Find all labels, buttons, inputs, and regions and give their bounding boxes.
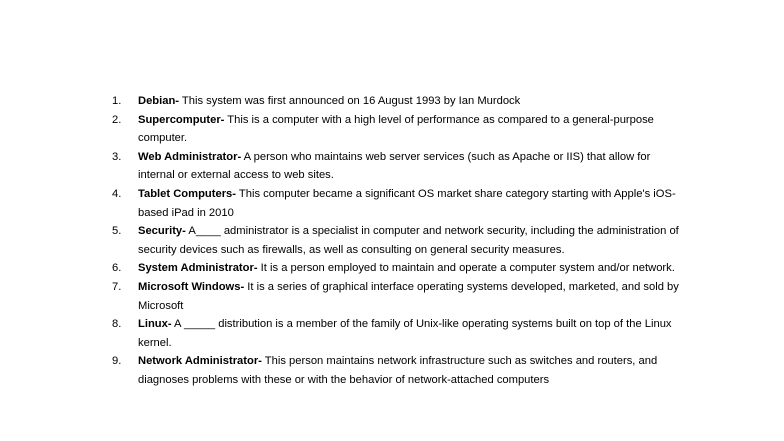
item-number: 3. [112,150,122,163]
definition-list [112,92,682,390]
item-number: 1. [112,95,122,107]
list-item [112,92,682,111]
item-term: Tablet Computers- [138,187,236,200]
item-definition: This system was first announced on 16 August 1993 by Ian Murdock [179,95,521,107]
list-item [112,278,682,315]
item-definition: This is a computer with a high level of performance as compared to a general-purpose computer. [138,113,654,145]
item-definition: This computer became a significant OS market share category starting with Apple's iOS-based iPad in 2010 [138,187,676,219]
list-item [112,315,682,352]
list-item [112,185,682,222]
item-definition: This person maintains network infrastructure such as switches and routers, and diagnoses problems with these or with the behavior of network-attached computers [138,355,658,386]
item-number: 8. [112,318,122,331]
list-item [112,111,682,148]
item-definition: It is a person employed to maintain and operate a computer system and/or network. [257,262,675,275]
item-definition: It is a series of graphical interface operating systems developed, marketed, and sold by Microsoft [138,280,679,312]
list-item [112,148,682,185]
item-term: Security- [138,225,186,238]
item-definition: A person who maintains web server services (such as Apache or IIS) that allow for internal or external access to web sites. [138,150,651,182]
item-number: 7. [112,280,122,293]
item-number: 4. [112,187,122,200]
item-term: Linux- [138,318,172,331]
item-number: 2. [112,113,122,126]
item-number: 6. [112,262,122,275]
item-term: Debian- [138,95,180,107]
item-definition: A _____ distribution is a member of the family of Unix-like operating systems built on top of the Linux kernel. [138,318,672,349]
item-term: Microsoft Windows- [138,280,245,293]
item-term: Network Administrator- [138,355,262,368]
list-item [112,352,682,389]
list-item [112,259,682,278]
list-item [112,222,682,259]
item-number: 9. [112,355,122,368]
item-term: Supercomputer- [138,113,225,126]
item-definition: A____ administrator is a specialist in computer and network security, including the administration of security devices such as firewalls, as well as consulting on general security measures. [138,225,679,256]
item-term: System Administrator- [138,262,258,275]
item-number: 5. [112,225,122,238]
item-term: Web Administrator- [138,150,242,163]
